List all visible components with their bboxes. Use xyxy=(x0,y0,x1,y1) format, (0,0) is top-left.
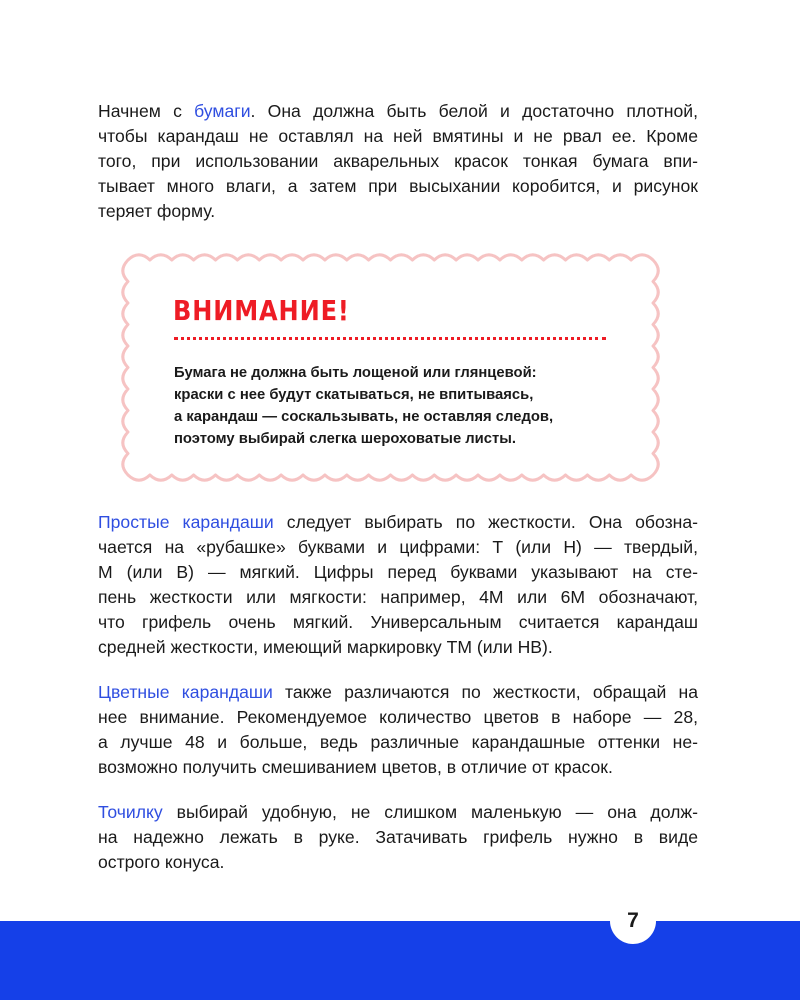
text-line: на надежно лежать в руке. Затачивать грифель нужно в виде xyxy=(98,827,698,847)
warning-line: Бумага не должна быть лощеной или глянцевой: xyxy=(174,365,537,381)
text-line: чается на «рубашке» буквами и цифрами: Т (или Н) — твердый, xyxy=(98,537,698,557)
text-line: нее внимание. Рекомендуемое количество цветов в наборе — 28, xyxy=(98,707,698,727)
text-line: Цветные карандаши также различаются по жесткости, обращай на xyxy=(98,682,698,702)
warning-line: краски с нее будут скатываться, не впитываясь, xyxy=(174,387,534,403)
text-line: чтобы карандаш не оставлял на ней вмятины и не рвал ее. Кроме xyxy=(98,126,698,146)
text-line: что грифель очень мягкий. Универсальным считается карандаш xyxy=(98,612,698,632)
text-line: Точилку выбирай удобную, не слишком маленькую — она долж- xyxy=(98,802,698,822)
text-line: того, при использовании акварельных красок тонкая бумага впи- xyxy=(98,151,698,171)
text-line: Начнем с бумаги. Она должна быть белой и достаточно плотной, xyxy=(98,101,698,121)
paragraph-sharpener xyxy=(98,800,698,875)
page-number: 7 xyxy=(627,909,639,932)
footer-bar xyxy=(0,921,800,1000)
dotted-divider xyxy=(174,337,606,340)
warning-line: а карандаш — соскальзывать, не оставляя следов, xyxy=(174,409,554,425)
highlight-term: Точилку xyxy=(98,802,163,822)
text-line: а лучше 48 и больше, ведь различные карандашные оттенки не- xyxy=(98,732,698,752)
paragraph-simple-pencils xyxy=(98,510,698,660)
text-line: Простые карандаши следует выбирать по жесткости. Она обозна- xyxy=(98,512,698,532)
text-line: теряет форму. xyxy=(98,201,216,221)
text-line: пень жесткости или мягкости: например, 4М или 6М обозначают, xyxy=(98,587,698,607)
warning-line: поэтому выбирай слегка шероховатые листы. xyxy=(174,431,517,447)
highlight-term: Цветные карандаши xyxy=(98,682,273,702)
highlight-term: бумаги xyxy=(194,101,251,121)
page-number-badge xyxy=(610,898,656,944)
highlight-term: Простые карандаши xyxy=(98,512,274,532)
text-line: М (или В) — мягкий. Цифры перед буквами указывают на сте- xyxy=(98,562,698,582)
paragraph-paper xyxy=(98,99,698,224)
warning-box xyxy=(118,250,663,485)
warning-title: ВНИМАНИЕ! xyxy=(173,294,350,327)
text-line: тывает много влаги, а затем при высыхании коробится, и рисунок xyxy=(98,176,698,196)
text-line: острого конуса. xyxy=(98,852,225,872)
text-line: возможно получить смешиванием цветов, в отличие от красок. xyxy=(98,757,613,777)
paragraph-color-pencils xyxy=(98,680,698,780)
warning-text xyxy=(174,362,553,450)
text-line: средней жесткости, имеющий маркировку ТМ (или НВ). xyxy=(98,637,553,657)
